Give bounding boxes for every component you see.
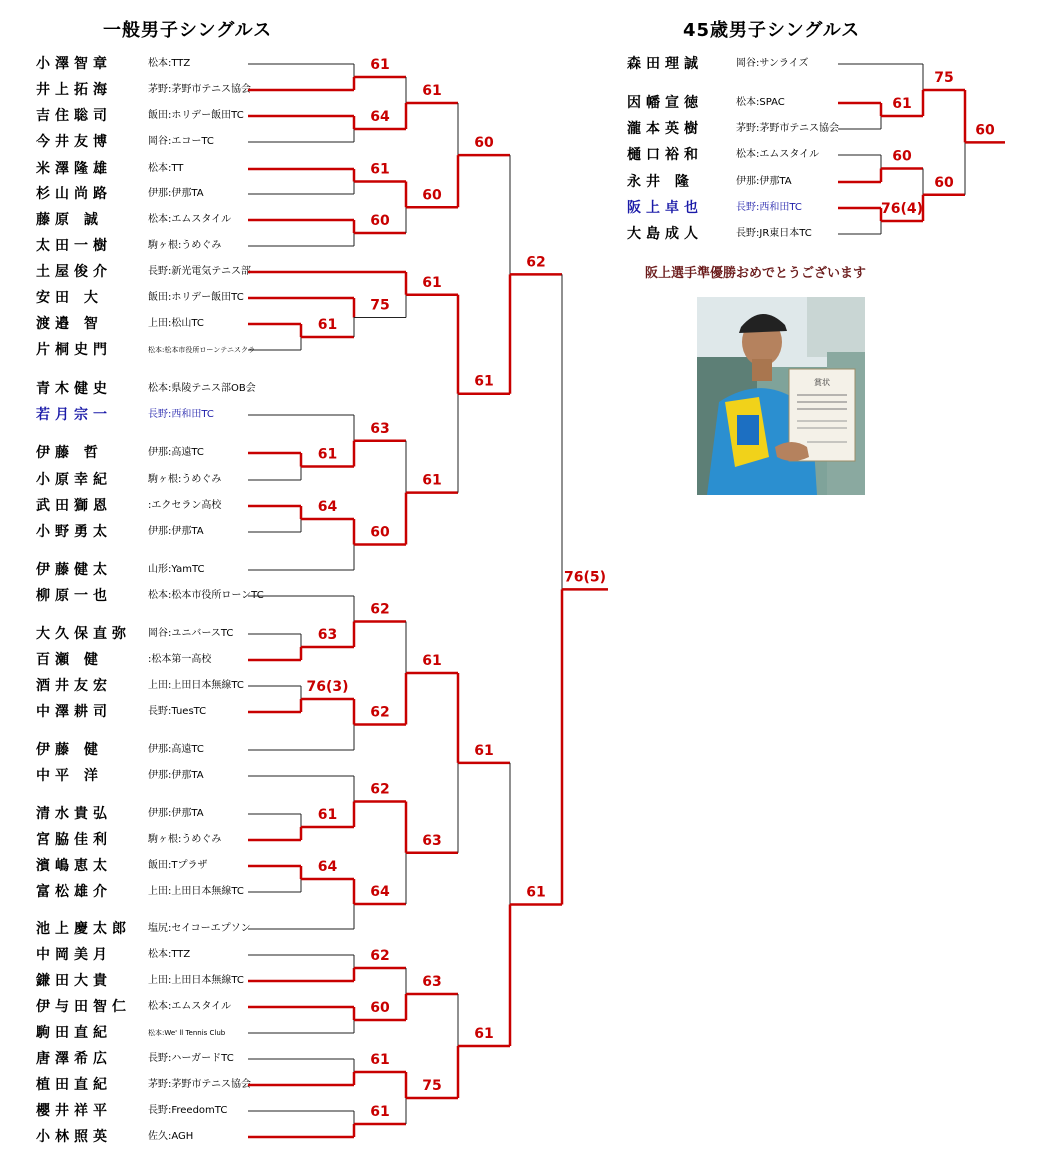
match-score: 76(4) bbox=[880, 201, 924, 217]
match-score: 64 bbox=[317, 859, 338, 875]
match-score: 62 bbox=[370, 948, 390, 964]
player-club: 上田:松山TC bbox=[148, 318, 204, 329]
player-club: 塩尻:セイコーエプソン bbox=[148, 923, 251, 934]
match-score: 60 bbox=[474, 135, 494, 152]
player-name: 阪上卓也 bbox=[627, 200, 703, 216]
match-score: 75 bbox=[422, 1078, 442, 1094]
senior-title: 45歳男子シングルス bbox=[683, 20, 861, 41]
winner-photo bbox=[697, 297, 865, 495]
player-club: 伊那:伊那TA bbox=[148, 808, 204, 819]
player-name: 酒井友宏 bbox=[36, 678, 112, 694]
congrats-message: 阪上選手準優勝おめでとうございます bbox=[645, 266, 867, 281]
player-name: 百瀬 健 bbox=[36, 652, 103, 668]
match-score: 61 bbox=[526, 884, 546, 901]
player-club: 松本:エムスタイル bbox=[148, 1001, 232, 1012]
player-name: 伊与田智仁 bbox=[36, 999, 131, 1015]
player-name: 米澤隆雄 bbox=[36, 161, 112, 177]
player-name: 小原幸紀 bbox=[36, 472, 112, 488]
player-club: 松本:松本市役所ローンテニスクラ bbox=[148, 346, 255, 354]
player-name: 藤原 誠 bbox=[36, 212, 103, 228]
match-score: 61 bbox=[474, 742, 494, 759]
match-score: 75 bbox=[934, 70, 954, 86]
match-score: 75 bbox=[370, 297, 390, 314]
player-club: 伊那:伊那TA bbox=[736, 176, 792, 187]
player-club: 長野:ハーガードTC bbox=[148, 1053, 234, 1064]
player-name: 安田 大 bbox=[36, 290, 103, 306]
player-name: 富松雄介 bbox=[36, 884, 112, 900]
player-name: 大島成人 bbox=[627, 226, 703, 242]
player-club: 伊那:高遠TC bbox=[148, 744, 204, 755]
match-score: 60 bbox=[370, 213, 390, 229]
player-club: 茅野:茅野市テニス協会 bbox=[148, 84, 251, 95]
match-score: 61 bbox=[474, 373, 494, 390]
player-club: :松本第一高校 bbox=[148, 654, 212, 665]
player-name: 永井 隆 bbox=[627, 174, 694, 190]
player-club: 上田:上田日本無線TC bbox=[148, 975, 244, 986]
match-score: 62 bbox=[370, 704, 390, 721]
match-score: 63 bbox=[370, 420, 390, 437]
match-score: 64 bbox=[370, 884, 390, 900]
player-club: 上田:上田日本無線TC bbox=[148, 680, 244, 691]
player-name: 小林照英 bbox=[36, 1129, 112, 1145]
player-club: 松本:松本市役所ローンTC bbox=[148, 590, 264, 601]
match-score: 60 bbox=[934, 174, 954, 191]
match-score: 61 bbox=[370, 1052, 390, 1068]
player-name: 井上拓海 bbox=[36, 82, 112, 98]
match-score: 61 bbox=[422, 274, 442, 291]
player-name: 片桐史門 bbox=[36, 342, 112, 358]
player-name: 池上慶太郎 bbox=[36, 921, 131, 937]
player-club: 松本:We' ll Tennis Club bbox=[148, 1029, 226, 1037]
player-name: 植田直紀 bbox=[36, 1077, 112, 1093]
player-name: 今井友博 bbox=[36, 134, 112, 150]
player-club: 駒ヶ根:うめぐみ bbox=[148, 834, 222, 845]
match-score: 63 bbox=[317, 627, 338, 643]
match-score: 76(3) bbox=[306, 679, 349, 695]
player-name: 樋口裕和 bbox=[627, 147, 703, 163]
player-name: 若月宗一 bbox=[36, 407, 112, 423]
match-score: 60 bbox=[975, 122, 995, 139]
match-score: 61 bbox=[474, 1026, 494, 1042]
match-score: 76(5) bbox=[563, 569, 607, 586]
match-score: 62 bbox=[526, 254, 546, 271]
player-club: 岡谷:エコーTC bbox=[148, 136, 214, 147]
player-club: 松本:エムスタイル bbox=[148, 214, 232, 225]
player-club: 飯田:ホリデー飯田TC bbox=[148, 110, 244, 121]
player-club: 駒ヶ根:うめぐみ bbox=[148, 474, 222, 485]
player-name: 濱嶋恵太 bbox=[36, 858, 112, 874]
player-name: 太田一樹 bbox=[36, 238, 112, 254]
player-club: 駒ヶ根:うめぐみ bbox=[148, 240, 222, 251]
player-club: 伊那:伊那TA bbox=[148, 770, 204, 781]
player-name: 柳原一也 bbox=[36, 588, 112, 604]
player-name: 青木健史 bbox=[36, 381, 112, 397]
player-club: 松本:TTZ bbox=[148, 58, 191, 69]
player-name: 中澤耕司 bbox=[36, 704, 112, 720]
player-name: 櫻井祥平 bbox=[36, 1103, 112, 1119]
player-club: 松本:TT bbox=[148, 163, 184, 174]
player-name: 森田理誠 bbox=[627, 56, 703, 72]
match-score: 61 bbox=[370, 57, 390, 73]
player-name: 土屋俊介 bbox=[36, 264, 112, 280]
player-club: 松本:SPAC bbox=[736, 97, 785, 108]
player-name: 大久保直弥 bbox=[36, 626, 131, 642]
player-name: 因幡宣徳 bbox=[627, 95, 703, 111]
match-score: 63 bbox=[422, 832, 442, 849]
player-club: 飯田:Tプラザ bbox=[148, 860, 208, 871]
match-score: 64 bbox=[370, 109, 390, 125]
player-name: 瀧本英樹 bbox=[627, 121, 703, 137]
player-name: 吉住聡司 bbox=[36, 108, 112, 124]
player-club: 松本:エムスタイル bbox=[736, 149, 820, 160]
certificate-title: 賞状 bbox=[814, 378, 830, 387]
match-score: 62 bbox=[370, 781, 390, 798]
match-score: 61 bbox=[317, 807, 338, 823]
match-score: 64 bbox=[317, 499, 338, 515]
player-club: 伊那:高遠TC bbox=[148, 447, 204, 458]
player-club: 長野:TuesTC bbox=[148, 706, 207, 717]
player-name: 杉山尚路 bbox=[36, 186, 112, 202]
player-club: 山形:YamTC bbox=[148, 564, 205, 575]
player-name: 伊藤 健 bbox=[36, 742, 103, 758]
player-name: 武田獅恩 bbox=[36, 498, 112, 514]
player-club: 松本:県陵テニス部OB会 bbox=[148, 383, 256, 394]
match-score: 62 bbox=[370, 601, 390, 618]
player-club: 茅野:茅野市テニス協会 bbox=[736, 123, 839, 134]
player-name: 宮脇佳利 bbox=[36, 832, 112, 848]
player-name: 伊藤健太 bbox=[36, 562, 112, 578]
player-name: 小澤智章 bbox=[36, 56, 112, 72]
player-name: 渡邉 智 bbox=[36, 316, 103, 332]
player-name: 鎌田大貴 bbox=[36, 973, 112, 989]
player-name: 唐澤希広 bbox=[36, 1051, 112, 1067]
player-club: 岡谷:ユニバースTC bbox=[148, 628, 234, 639]
main-title: 一般男子シングルス bbox=[103, 20, 273, 41]
player-club: 岡谷:サンライズ bbox=[736, 58, 809, 69]
match-score: 60 bbox=[422, 187, 442, 204]
match-score: 61 bbox=[317, 446, 338, 463]
player-club: 飯田:ホリデー飯田TC bbox=[148, 292, 244, 303]
player-name: 駒田直紀 bbox=[36, 1025, 112, 1041]
player-club: 長野:西和田TC bbox=[148, 409, 214, 420]
match-score: 61 bbox=[422, 653, 442, 669]
player-club: 伊那:伊那TA bbox=[148, 188, 204, 199]
match-score: 60 bbox=[892, 148, 912, 165]
match-score: 61 bbox=[422, 83, 442, 99]
player-name: 清水貴弘 bbox=[36, 806, 112, 822]
player-club: 長野:JR東日本TC bbox=[736, 228, 812, 239]
player-name: 伊藤 哲 bbox=[36, 445, 103, 461]
match-score: 60 bbox=[370, 1000, 390, 1016]
player-club: 伊那:伊那TA bbox=[148, 526, 204, 537]
match-score: 61 bbox=[370, 1104, 390, 1120]
match-score: 63 bbox=[422, 974, 442, 990]
player-club: :エクセラン高校 bbox=[148, 500, 222, 511]
player-club: 松本:TTZ bbox=[148, 949, 191, 960]
player-club: 上田:上田日本無線TC bbox=[148, 886, 244, 897]
player-name: 中岡美月 bbox=[36, 947, 112, 963]
player-club: 長野:西和田TC bbox=[736, 202, 802, 213]
match-score: 61 bbox=[317, 317, 338, 333]
match-score: 61 bbox=[892, 96, 912, 112]
player-club: 長野:FreedomTC bbox=[148, 1105, 228, 1116]
match-score: 60 bbox=[370, 524, 390, 541]
player-club: 長野:新光電気テニス部 bbox=[148, 266, 251, 277]
player-club: 佐久:AGH bbox=[148, 1131, 194, 1142]
player-club: 茅野:茅野市テニス協会 bbox=[148, 1079, 251, 1090]
player-name: 中平 洋 bbox=[36, 768, 103, 784]
player-name: 小野勇太 bbox=[36, 524, 112, 540]
match-score: 61 bbox=[370, 161, 390, 178]
match-score: 61 bbox=[422, 472, 442, 489]
